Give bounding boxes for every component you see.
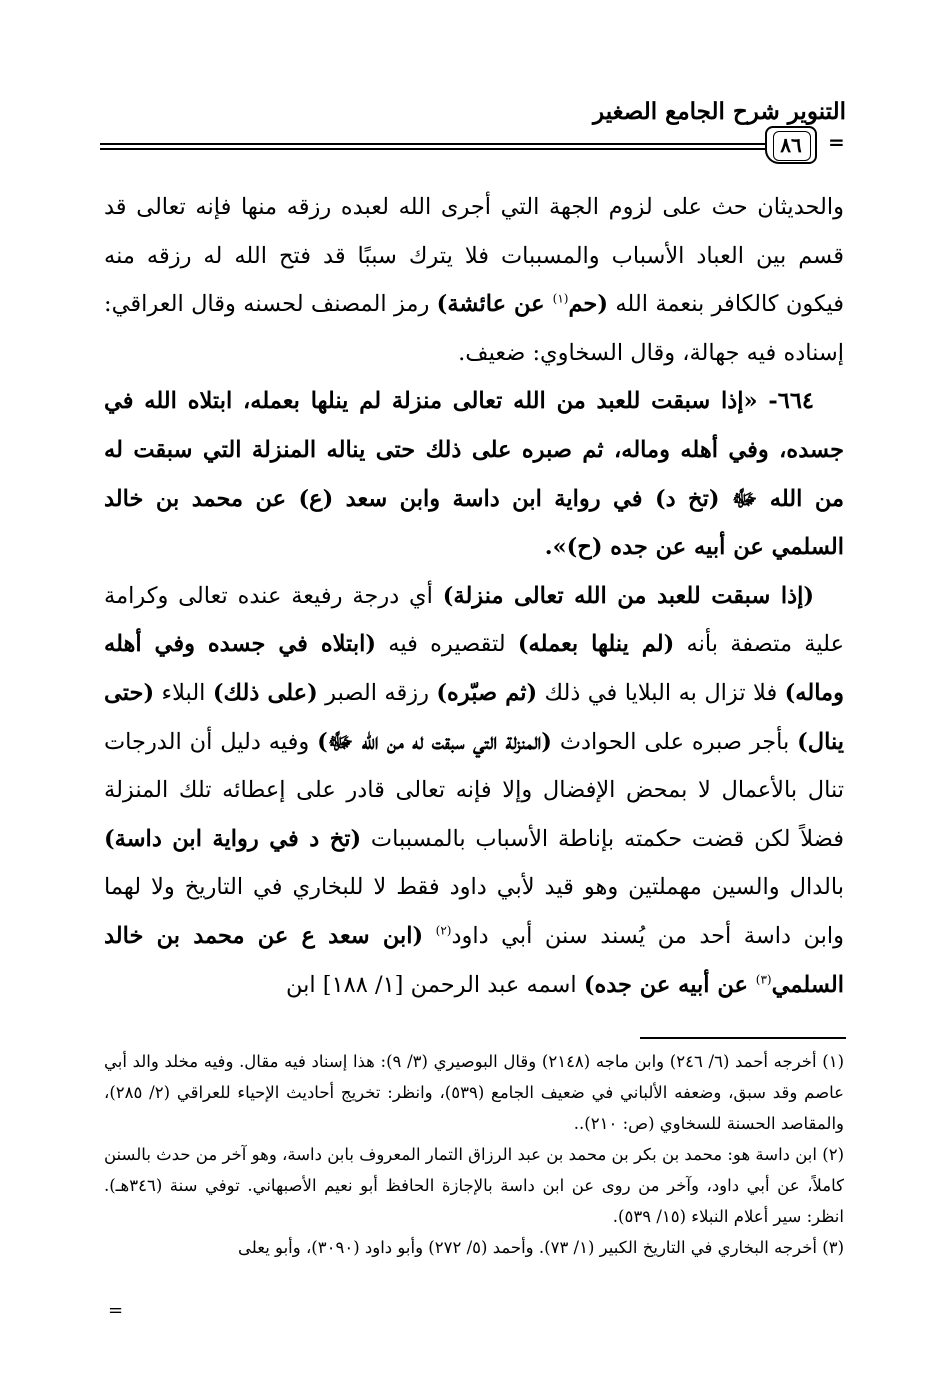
quoted-phrase: (ثم صبّره)	[436, 679, 538, 706]
header-rule-bottom	[100, 148, 765, 150]
running-header	[100, 98, 846, 178]
narrator: عن عائشة)	[436, 291, 553, 318]
text-run: أي درجة رفيعة عنده تعالى وكرامة علية متصفة بأنه	[104, 582, 844, 658]
text-run: والحديثان حث على لزوم الجهة التي أجرى الله لعبده رزقه منها فإنه تعالى قد قسم بين العباد الأسباب والمسببات فلا يترك سببًا قد فتح الله له رزقه منه فيكون كالكافر بنعمة الله	[104, 194, 844, 318]
text-run: البلاء	[154, 679, 213, 706]
hadith-entry	[104, 377, 844, 571]
text-run	[423, 923, 436, 949]
text-run: اسمه عبد الرحمن [١/ ١٨٨] ابن	[285, 971, 584, 998]
footnotes	[104, 1046, 844, 1263]
footnote-separator	[640, 1037, 846, 1039]
page-number: ٨٦	[765, 126, 817, 164]
hadith-text: ٦٦٤- «إذا سبقت للعبد من الله تعالى منزلة لم ينلها بعمله، ابتلاه الله في جسده، وفي أهله وماله، ثم صبره على ذلك حتى يناله المنزلة التي سبقت له من الله ﷻ (تخ د) في رواية ابن داسة وابن سعد (ع) عن محمد بن خالد السلمي عن أبيه عن جده (ح)».	[104, 388, 844, 561]
quoted-phrase: (ابتلاه في جسده وفي أهله وماله)	[104, 631, 844, 706]
quoted-phrase: (ابن سعد ع عن محمد بن خالد السلمي	[104, 922, 844, 998]
footnote-3: (٣) أخرجه البخاري في التاريخ الكبير (١/ ٧٣). وأحمد (٥/ ٢٧٢) وأبو داود (٣٠٩٠)، وأبو يعلى	[238, 1238, 844, 1257]
footnote-marker: (٢)	[435, 923, 452, 938]
footnote-continuation-mark: =	[108, 1300, 124, 1321]
paragraph-commentary-2	[104, 572, 844, 1009]
text-run: فلا تزال به البلايا في ذلك	[537, 679, 785, 706]
footnote-marker: (١)	[552, 291, 569, 306]
main-text	[104, 183, 844, 1009]
quoted-phrase: (تخ د في رواية ابن داسة)	[104, 825, 362, 852]
text-run: وفيه دليل أن الدرجات تنال بالأعمال لا بمحض الإفضال وإلا فإنه تعالى قادر على إعطائه تلك المنزلة فضلاً لكن قضت حكمته بإناطة الأسباب بالمسببات	[104, 728, 844, 852]
text-run: رمز المصنف لحسنه وقال العراقي: إسناده فيه جهالة، وقال السخاوي: ضعيف.	[104, 291, 844, 366]
footnote-1: (١) أخرجه أحمد (٦/ ٢٤٦) وابن ماجه (٢١٤٨) وقال البوصيري (٣/ ٩): هذا إسناد فيه مقال. وفيه مخلد والد أبي عاصم وقد سبق، وضعفه الألباني في ضعيف الجامع (٥٣٩)، وانظر: تخريج أحاديث الإحياء للعراقي (٢/ ٢٨٥)، والمقاصد الحسنة للسخاوي (ص: ٢١٠)..	[104, 1052, 844, 1133]
text-run: بالدال والسين مهملتين وهو قيد لأبي داود فقط لا للبخاري في التاريخ ولا لهما وابن داسة أحد من يُسند سنن أبي داود	[104, 874, 845, 949]
text-run: بأجر صبره على الحوادث	[551, 728, 798, 755]
text-run: لتقصيره فيه	[376, 631, 518, 658]
header-continuation-mark: =	[828, 130, 845, 154]
quoted-phrase: عن أبيه عن جده)	[583, 971, 756, 998]
source-ref: (حم	[568, 291, 608, 318]
header-rule-top	[100, 143, 765, 145]
quoted-phrase: (لم ينلها بعمله)	[517, 631, 675, 658]
footnote-2: (٢) ابن داسة هو: محمد بن بكر بن محمد بن عبد الرزاق التمار المعروف بابن داسة، وهو آخر من حدث بالسنن كاملاً، عن أبي داود، وآخر من روى عن ابن داسة بالإجازة الحافظ أبو نعيم الأصبهاني. توفي سنة (٣٤٦هـ). انظر: سير أعلام النبلاء (١٥/ ٥٣٩).	[104, 1145, 844, 1226]
text-run: رزقه الصبر	[317, 679, 437, 706]
footnote-marker: (٣)	[755, 972, 772, 986]
quoted-phrase: (المنزلة التي سبقت له من الله ﷻ)	[317, 728, 552, 755]
quoted-phrase: (حتى ينال)	[104, 679, 845, 755]
book-title: التنوير شرح الجامع الصغير	[593, 98, 846, 125]
quoted-phrase: (إذا سبقت للعبد من الله تعالى منزلة)	[442, 582, 814, 609]
quoted-phrase: (على ذلك)	[212, 679, 318, 706]
paragraph-commentary-1	[104, 183, 844, 377]
